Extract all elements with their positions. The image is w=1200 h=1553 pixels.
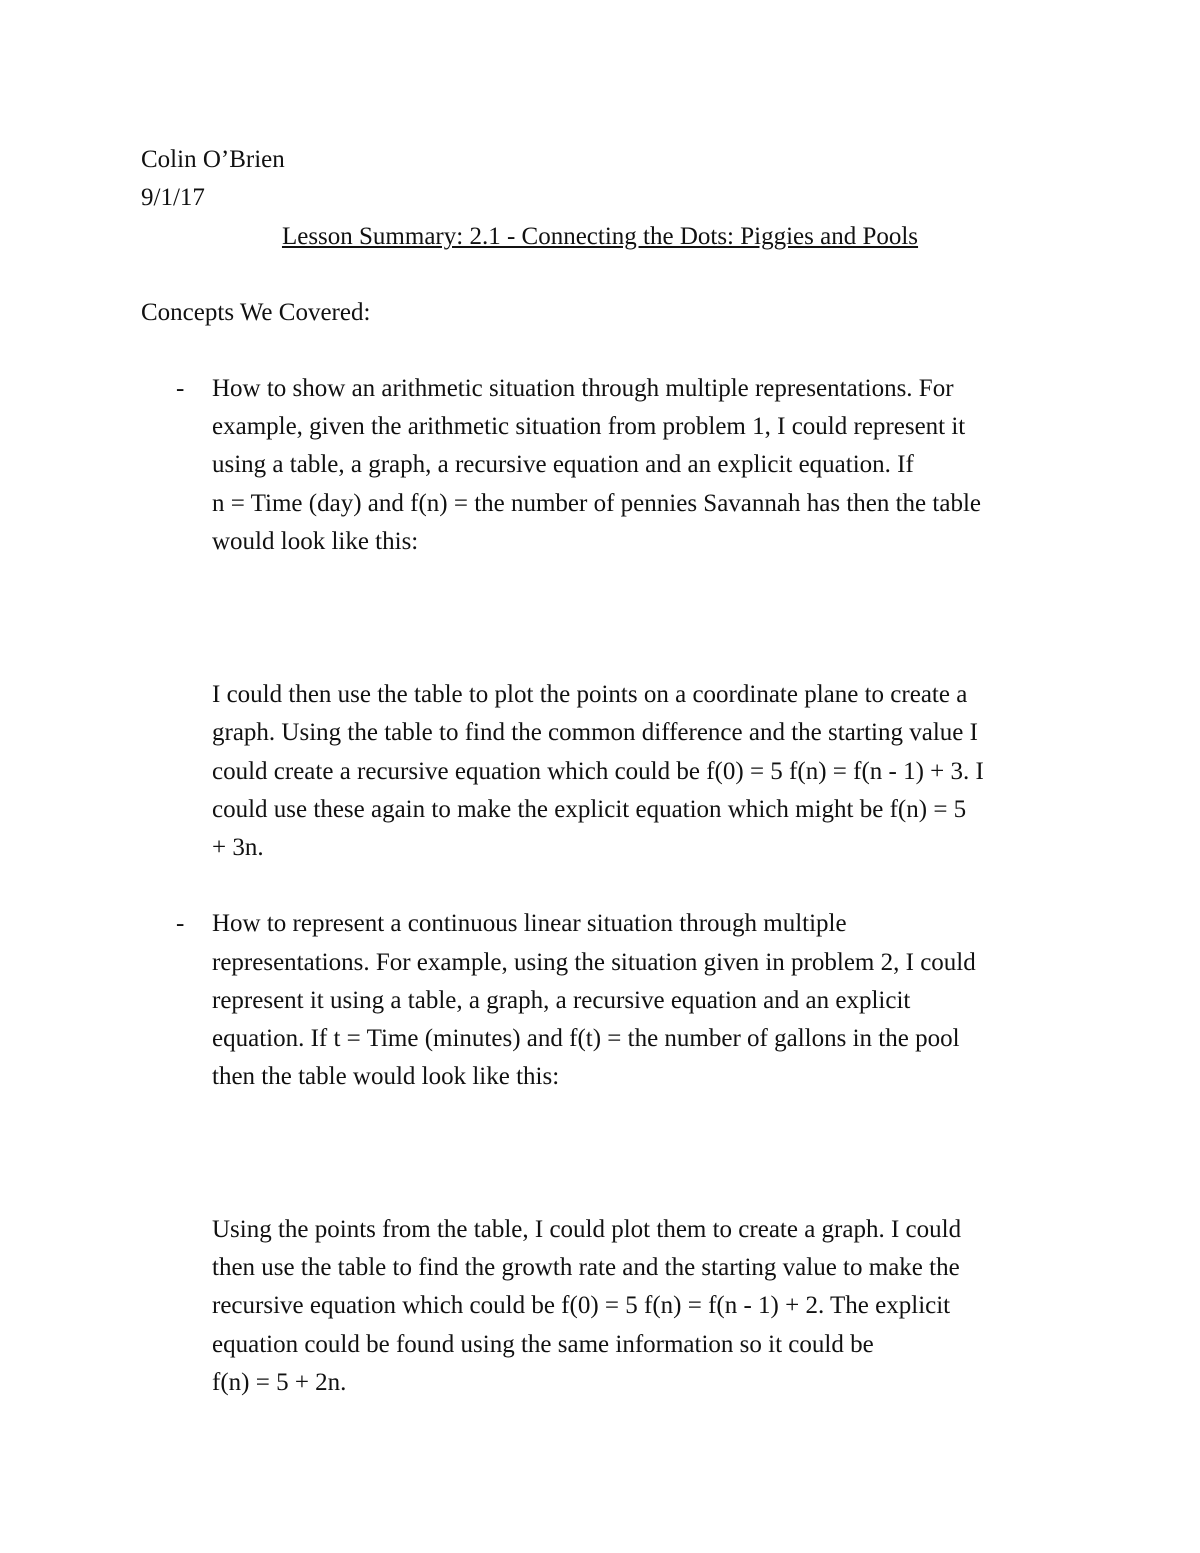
bullet-marker-1: -: [176, 375, 185, 402]
concept1-line-2: example, given the arithmetic situation from problem 1, I could represent it: [212, 413, 966, 440]
concept2-line-1: How to represent a continuous linear situation through multiple: [212, 910, 847, 937]
lesson-title: Lesson Summary: 2.1 - Connecting the Dots: Piggies and Pools: [281, 223, 919, 250]
concept1-line-5: would look like this:: [212, 528, 419, 555]
concept2-line-5: then the table would look like this:: [212, 1063, 560, 1090]
author-name: Colin O’Brien: [141, 146, 285, 173]
bullet-marker-2: -: [176, 910, 185, 937]
concept1-line-4: n = Time (day) and f(n) = the number of pennies Savannah has then the table: [212, 490, 981, 517]
concept1-followup-4: could use these again to make the explicit equation which might be f(n) = 5: [212, 796, 967, 823]
concept1-followup-1: I could then use the table to plot the points on a coordinate plane to create a: [212, 681, 968, 708]
concept2-followup-2: then use the table to find the growth rate and the starting value to make the: [212, 1254, 960, 1281]
concept2-line-3: represent it using a table, a graph, a recursive equation and an explicit: [212, 987, 911, 1014]
concept1-line-3: using a table, a graph, a recursive equation and an explicit equation. If: [212, 451, 914, 478]
concept2-followup-5: f(n) = 5 + 2n.: [212, 1369, 347, 1396]
concept2-followup-1: Using the points from the table, I could plot them to create a graph. I could: [212, 1216, 962, 1243]
concept1-followup-3: could create a recursive equation which could be f(0) = 5 f(n) = f(n - 1) + 3. I: [212, 758, 984, 785]
section-heading: Concepts We Covered:: [141, 299, 371, 326]
concept2-followup-3: recursive equation which could be f(0) = 5 f(n) = f(n - 1) + 2. The explicit: [212, 1292, 951, 1319]
concept2-followup-4: equation could be found using the same information so it could be: [212, 1331, 874, 1358]
concept1-followup-2: graph. Using the table to find the common difference and the starting value I: [212, 719, 978, 746]
concept2-line-4: equation. If t = Time (minutes) and f(t) = the number of gallons in the pool: [212, 1025, 960, 1052]
concept1-followup-5: + 3n.: [212, 834, 264, 861]
document-date: 9/1/17: [141, 184, 205, 211]
concept1-line-1: How to show an arithmetic situation through multiple representations. For: [212, 375, 954, 402]
concept2-line-2: representations. For example, using the situation given in problem 2, I could: [212, 949, 976, 976]
